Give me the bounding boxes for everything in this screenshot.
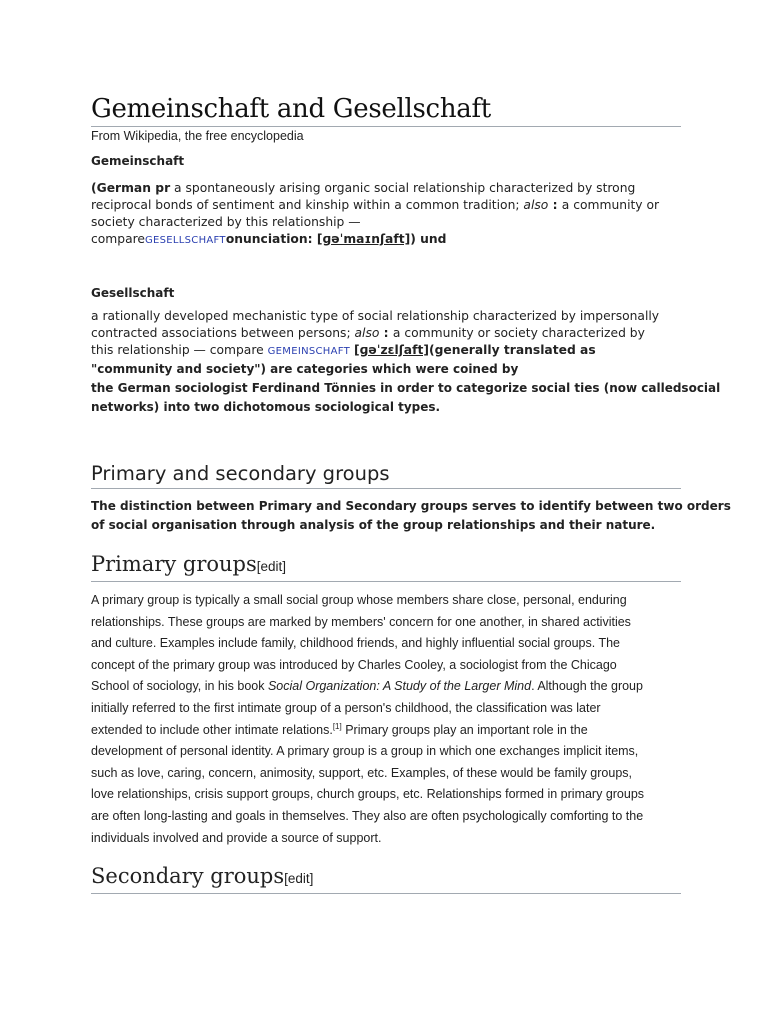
term-gemeinschaft: Gemeinschaft <box>91 154 185 168</box>
edit-link[interactable]: [edit] <box>256 559 287 574</box>
edit-link[interactable]: [edit] <box>284 871 314 886</box>
coined-by-text: "community and society") are categories which were coined by the German sociologist Ferdinand Tönnies in order to categorize social ties (now calledsocial networks) into two dichotomous sociological types. <box>91 362 721 414</box>
definition-line: reciprocal bonds of sentiment and kinship within a common tradition; also : a community or <box>91 198 660 212</box>
primary-groups-paragraph: A primary group is typically a small social group whose members share close, personal, enduring relationships. These groups are marked by members' concern for one another, in shared activities and culture. Examples include family, childhood friends, and highly influential social groups. The concept of the primary group was introduced by Charles Cooley, a sociologist from the Chicago School of sociology, in his book Social Organization: A Study of the Larger Mind. Although the group initially referred to the first intimate group of a person's childhood, the classification was later extended to include other intimate relations.[1] Primary groups play an important role in the development of personal identity. A primary group is a group in which one exchanges implicit items, such as love, caring, concern, animosity, support, etc. Examples, of these would be family groups, love relationships, crisis support groups, church groups, etc. Relationships formed in primary groups are often long-lasting and goals in themselves. They also are often psychologically comforting to the individuals involved and provide a source of support. <box>91 593 645 845</box>
definition-line: compareGESELLSCHAFTonunciation: [ɡəˈmaɪnʃaft]) und <box>91 232 447 246</box>
intro-paragraph: The distinction between Primary and Secondary groups serves to identify between two orders of social organisation through analysis of the group relationships and their nature. <box>91 499 731 532</box>
heading-primary-groups: Primary groups[edit] <box>91 550 681 582</box>
ipa-pronunciation: [ɡəˈmaɪnʃaft] <box>316 232 411 246</box>
citation-ref[interactable]: [1] <box>332 721 342 731</box>
definition-line: this relationship — compare GEMEINSCHAFT [ɡəˈzɛlʃaft](generally translated as <box>91 343 596 357</box>
definition-line: contracted associations between persons; also : a community or society characterized by <box>91 326 645 340</box>
ipa-pronunciation: [ɡəˈzɛlʃaft] <box>353 343 429 357</box>
definition-gemeinschaft <box>91 180 691 249</box>
definition-line: a rationally developed mechanistic type of social relationship characterized by impersonally <box>91 309 660 323</box>
tagline: From Wikipedia, the free encyclopedia <box>91 129 304 143</box>
heading-primary-and-secondary-groups: Primary and secondary groups <box>91 460 681 489</box>
heading-secondary-groups: Secondary groups[edit] <box>91 862 681 894</box>
definition-line: society characterized by this relationship — <box>91 215 361 229</box>
definition-gesellschaft <box>91 308 691 360</box>
gesellschaft-link[interactable]: GESELLSCHAFT <box>144 235 226 246</box>
gemeinschaft-link[interactable]: GEMEINSCHAFT <box>267 346 351 357</box>
book-title: Social Organization: A Study of the Larger Mind <box>267 679 532 694</box>
term-gesellschaft: Gesellschaft <box>91 286 175 300</box>
definition-line: (German pr a spontaneously arising organic social relationship characterized by strong <box>91 181 636 195</box>
page-title: Gemeinschaft and Gesellschaft <box>91 92 681 127</box>
